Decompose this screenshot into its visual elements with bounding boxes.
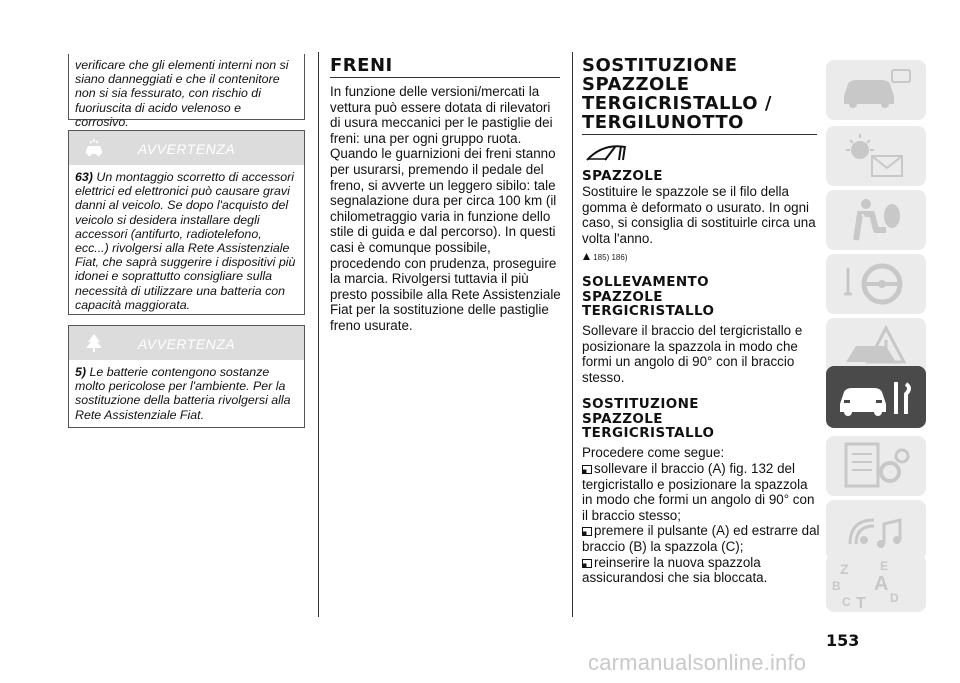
main-heading-line-3: TERGICRISTALLO /	[582, 93, 772, 114]
column-divider-1	[318, 52, 319, 617]
warning-header-1	[69, 131, 304, 165]
intro-box	[68, 54, 305, 129]
tab-warning-lights[interactable]	[826, 126, 926, 186]
main-heading-line-1: SOSTITUZIONE	[582, 55, 738, 76]
index-letter-t: T	[856, 595, 866, 612]
freni-heading: FRENI	[330, 55, 393, 76]
spazzole-text: Sostituire le spazzole se il filo della gomma è deformato o usurato. In ogni caso, si consiglia di sostituirle circa una volta l'anno.	[582, 184, 816, 246]
step-text-1: sollevare il braccio (A) fig. 132 del tergicristallo e posizionare la spazzola in modo che formi un angolo di 90° con il braccio stesso;	[582, 461, 815, 523]
freni-text: In funzione delle versioni/mercati la vettura può essere dotata di rilevatori di usura meccanici per le pastiglie dei freni: una per ogni gruppo ruota. Quando le guarnizioni dei freni stanno per usurarsi, premendo il pedale del freno, si avverte un leggero sibilo: tale segnalazione dura per circa 100 km (il chilometraggio varia in funzione dello stile di guida e dal percorso). In questi casi è comunque possibile, procedendo con prudenza, proseguire la marcia. Rivolgersi tuttavia il più presto possibile alla Rete Assistenziale Fiat per la sostituzione delle pastiglie freno usurate.	[330, 84, 561, 333]
tab-technical-data[interactable]	[826, 436, 926, 496]
maintenance-car-icon	[826, 366, 926, 428]
sostituzione-line-1: SOSTITUZIONE	[582, 396, 699, 412]
column-divider-2	[572, 52, 573, 617]
index-letter-b: B	[832, 579, 841, 593]
sollevamento-line-1: SOLLEVAMENTO	[582, 274, 710, 290]
technical-data-icon	[826, 436, 926, 496]
main-heading-line-4: TERGILUNOTTO	[582, 112, 744, 133]
warning-lights-icon	[826, 126, 926, 186]
sub-heading-spazzole: SPAZZOLE	[582, 168, 663, 184]
warning-ref-1: 63)	[75, 170, 93, 184]
reference-numbers: 185) 186)	[593, 253, 628, 262]
warning-ref-2: 5)	[75, 365, 87, 379]
warning-text-2: Le batterie contengono sostanze molto pericolose per l'ambiente. Per la sostituzione della batteria rivolgersi alla Rete Assistenziale Fiat.	[75, 365, 291, 422]
index-letter-a: A	[874, 573, 889, 595]
sollevamento-line-3: TERGICRISTALLO	[582, 303, 715, 319]
tab-maintenance[interactable]	[826, 366, 926, 428]
step-item-2	[582, 523, 820, 554]
step-item-3	[582, 555, 820, 586]
index-letter-c: C	[842, 595, 851, 609]
warning-body-1	[69, 165, 304, 312]
page-number: 153	[826, 631, 860, 650]
starting-driving-icon	[826, 254, 926, 314]
sostituzione-line-3: TERGICRISTALLO	[582, 425, 715, 441]
reference-marks	[582, 252, 627, 262]
warning-text-1: Un montaggio scorretto di accessori elettrici ed elettronici può causare gravi danni al veicolo. Se dopo l'acquisto del veicolo si desidera installare degli accessori (antifurto, radiotelefono, ecc...) rivolgersi alla Rete Assistenziale Fiat, che saprà suggerire i dispositivi più idonei e soprattutto consigliare sulla necessità di utilizzare una batteria con capacità maggiorata.	[75, 170, 296, 312]
bullet-icon	[582, 465, 592, 474]
step-text-3: reinserire la nuova spazzola assicurandosi che sia bloccata.	[582, 554, 768, 586]
tab-dashboard[interactable]	[826, 60, 926, 120]
warning-header-2	[69, 326, 304, 360]
main-heading-rule	[582, 134, 817, 135]
tab-index[interactable]	[826, 554, 926, 612]
sub-heading-sollevamento	[582, 275, 714, 319]
sub-heading-sostituzione	[582, 397, 714, 441]
warning-body-2	[69, 360, 304, 422]
step-item-1	[582, 461, 820, 523]
tab-starting-driving[interactable]	[826, 254, 926, 314]
bullet-icon	[582, 527, 592, 536]
sostituzione-line-2: SPAZZOLE	[582, 410, 663, 427]
wiper-icon	[585, 141, 629, 163]
main-heading	[582, 56, 822, 132]
main-heading-line-2: SPAZZOLE	[582, 74, 690, 95]
freni-heading-rule	[330, 77, 560, 78]
sollevamento-text: Sollevare il braccio del tergicristallo e posizionare la spazzola in modo che formi un angolo di 90° con il braccio stesso.	[582, 323, 803, 385]
index-letter-e: E	[880, 559, 889, 573]
sostituzione-intro: Procedere come segue:	[582, 445, 725, 460]
watermark: carmanualsonline.info	[588, 650, 807, 675]
index-letter-d: D	[890, 591, 899, 605]
index-letter-z: Z	[840, 561, 849, 577]
index-icon	[826, 554, 926, 612]
warning-title-2: AVVERTENZA	[137, 336, 236, 352]
steps-list	[582, 461, 820, 586]
multimedia-icon	[826, 500, 926, 560]
safety-seatbelt-icon	[826, 190, 926, 250]
intro-text: verificare che gli elementi interni non si siano danneggiati e che il contenitore non si sia fessurato, con rischio di fuoriuscita di acido velenoso e corrosivo.	[75, 58, 289, 129]
warning-box-1	[68, 130, 305, 315]
step-text-2: premere il pulsante (A) ed estrarre dal braccio (B) la spazzola (C);	[582, 523, 820, 554]
warning-box-2	[68, 325, 305, 428]
dashboard-car-icon	[826, 60, 926, 120]
reference-icon	[582, 252, 591, 261]
warning-title-1: AVVERTENZA	[137, 141, 236, 157]
tab-multimedia[interactable]	[826, 500, 926, 560]
sollevamento-line-2: SPAZZOLE	[582, 288, 663, 305]
bullet-icon	[582, 559, 592, 568]
tab-safety[interactable]	[826, 190, 926, 250]
